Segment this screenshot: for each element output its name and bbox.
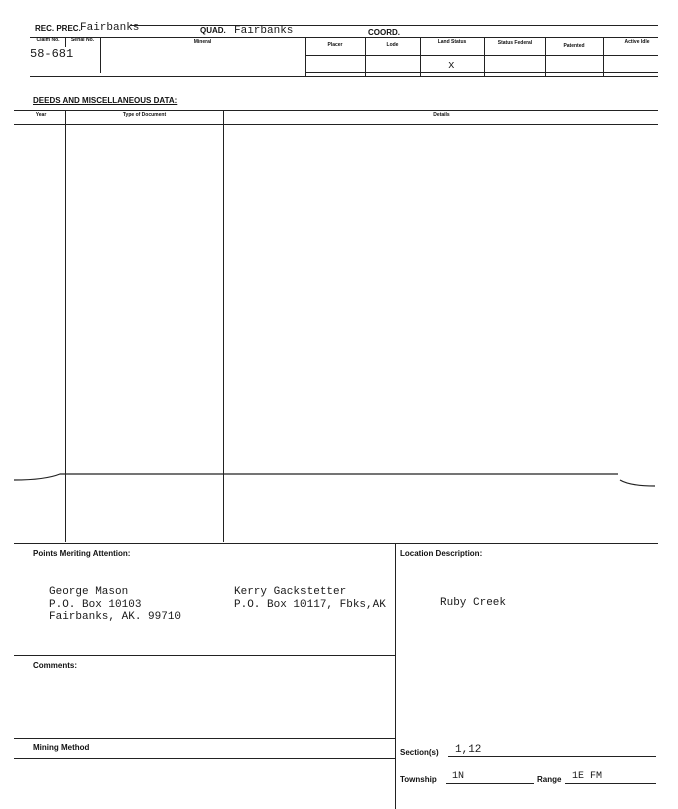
- col-header-serial-no: Serial No.: [70, 37, 95, 43]
- col-header-land-status: Land Status: [437, 39, 467, 45]
- lower-center-divider: [395, 543, 396, 809]
- township-value: 1N: [452, 771, 465, 782]
- claim-table-bottom-rule: [30, 76, 658, 77]
- mining-rule: [14, 738, 395, 739]
- rec-prec-label: REC. PREC.: [35, 24, 81, 33]
- contact-1-city: Fairbanks, AK. 99710: [49, 611, 182, 623]
- col-header-claim-no: Claim No.: [36, 37, 60, 43]
- deeds-col-year: Year: [35, 112, 47, 118]
- col-header-active-idle: Active Idle: [624, 39, 650, 45]
- col-header-placer: Placer: [327, 42, 343, 48]
- comments-rule: [14, 655, 395, 656]
- land-status-value: x: [448, 60, 455, 72]
- deeds-header-top-rule: [14, 110, 658, 111]
- township-label: Township: [400, 775, 437, 784]
- contact-2: [234, 586, 386, 611]
- deeds-title: DEEDS AND MISCELLANEOUS DATA:: [33, 96, 178, 105]
- section-value: 1,12: [455, 744, 482, 756]
- col-div-land: [420, 37, 421, 76]
- claim-table-mid-rule: [306, 55, 658, 56]
- deeds-wavy-rule: [0, 466, 678, 496]
- col-header-mineral: Mineral: [193, 39, 212, 45]
- location-value: Ruby Creek: [440, 597, 507, 609]
- deeds-col-details: Details: [433, 112, 450, 118]
- contact-2-name: Kerry Gackstetter: [234, 586, 347, 598]
- contact-1-address: P.O. Box 10103: [49, 598, 142, 611]
- range-label: Range: [537, 775, 562, 784]
- contact-1-name: George Mason: [49, 586, 129, 598]
- comments-label: Comments:: [33, 661, 78, 670]
- claim-no-value: 58-681: [30, 47, 74, 61]
- col-div-serial: [65, 37, 66, 47]
- rec-prec-value: Fairbanks: [80, 22, 140, 34]
- claim-table-left-rule: [305, 72, 658, 73]
- mining-label: Mining Method: [33, 743, 90, 752]
- location-label: Location Description:: [400, 549, 483, 558]
- quad-label: QUAD.: [200, 26, 226, 35]
- points-label: Points Meriting Attention:: [33, 549, 131, 558]
- col-header-status-federal: Status Federal: [497, 40, 533, 46]
- deeds-col-type: Type of Document: [122, 112, 167, 118]
- deeds-bottom-rule: [14, 543, 658, 544]
- township-underline: [446, 783, 534, 784]
- range-value: 1E FM: [572, 771, 603, 782]
- section-underline: [448, 756, 656, 757]
- col-header-lode: Lode: [386, 42, 399, 48]
- range-underline: [565, 783, 656, 784]
- col-div-federal: [484, 37, 485, 76]
- section-label: Section(s): [400, 748, 439, 757]
- coord-label: COORD.: [368, 28, 400, 37]
- quad-value: Fairbanks: [234, 25, 294, 37]
- deeds-header-bottom-rule: [14, 124, 658, 125]
- col-div-active: [603, 37, 604, 76]
- contact-2-address: P.O. Box 10117, Fbks,AK: [234, 598, 386, 611]
- mining-bottom-rule: [14, 758, 395, 759]
- col-div-patented: [545, 37, 546, 76]
- claim-table-top-rule: [30, 37, 658, 38]
- col-header-patented: Patented: [563, 43, 585, 49]
- contact-1: [49, 586, 181, 624]
